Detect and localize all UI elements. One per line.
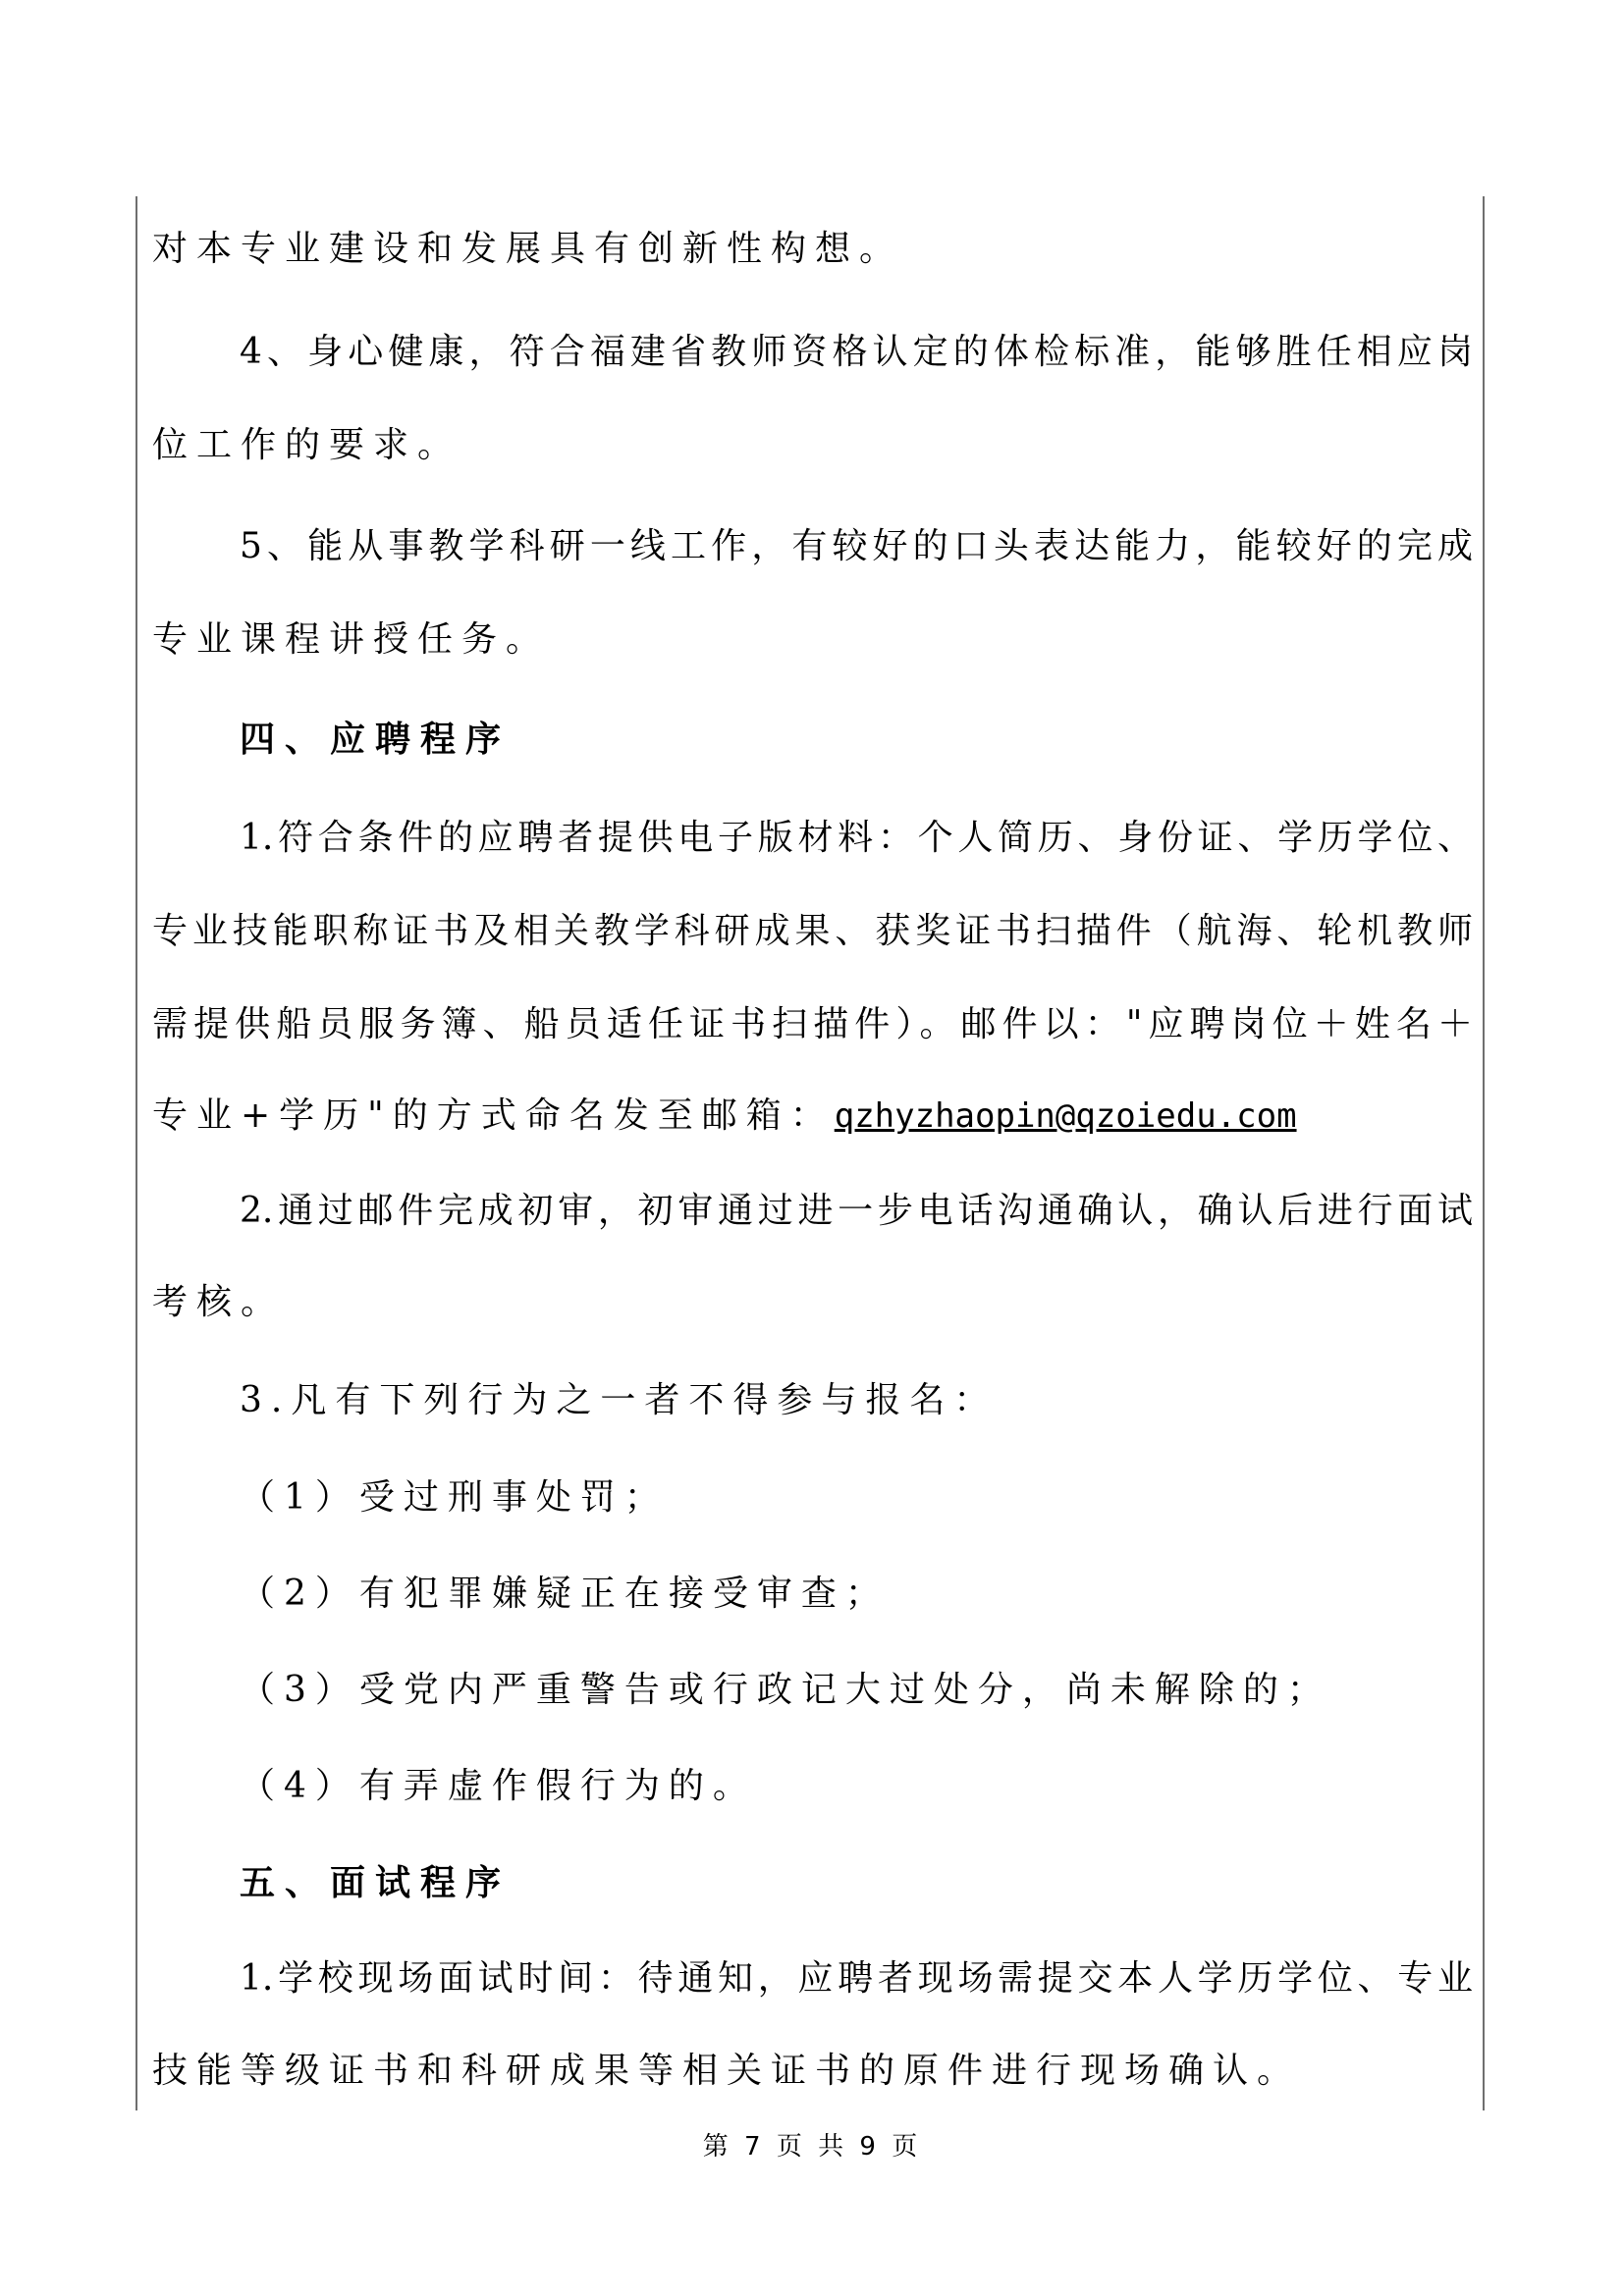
paragraph-text: 专业+学历"的方式命名发至邮箱： (152, 1095, 835, 1136)
paragraph-line: 4、身心健康，符合福建省教师资格认定的体检标准，能够胜任相应岗 (240, 332, 1473, 372)
left-margin-rule (135, 196, 137, 2110)
paragraph-line: 位工作的要求。 (152, 425, 462, 465)
section-heading: 四、应聘程序 (240, 720, 512, 760)
list-item: （2）有犯罪嫌疑正在接受审查； (240, 1574, 890, 1614)
paragraph-line: 对本专业建设和发展具有创新性构想。 (152, 229, 904, 269)
list-item: （1）受过刑事处罚； (240, 1477, 669, 1518)
paragraph-line (152, 1093, 1297, 1140)
page-number: 第 7 页 共 9 页 (702, 2132, 922, 2162)
paragraph-line: 技能等级证书和科研成果等相关证书的原件进行现场确认。 (152, 2051, 1302, 2091)
paragraph-line: 1.学校现场面试时间：待通知，应聘者现场需提交本人学历学位、专业 (240, 1958, 1473, 1999)
list-item: （3）受党内严重警告或行政记大过处分，尚未解除的； (240, 1670, 1331, 1710)
paragraph-line: 5、能从事教学科研一线工作，有较好的口头表达能力，能较好的完成 (240, 526, 1473, 566)
paragraph-line: 专业技能职称证书及相关教学科研成果、获奖证书扫描件（航海、轮机教师 (152, 911, 1473, 951)
section-heading: 五、面试程序 (240, 1863, 512, 1903)
list-item: （4）有弄虚作假行为的。 (240, 1766, 757, 1806)
paragraph-line: 考核。 (152, 1282, 286, 1322)
paragraph-line: 专业课程讲授任务。 (152, 619, 551, 660)
right-margin-rule (1483, 196, 1485, 2110)
paragraph-line: 1.符合条件的应聘者提供电子版材料：个人简历、身份证、学历学位、 (240, 818, 1473, 858)
paragraph-line: 3.凡有下列行为之一者不得参与报名： (240, 1380, 999, 1420)
paragraph-line: 2.通过邮件完成初审，初审通过进一步电话沟通确认，确认后进行面试 (240, 1191, 1473, 1231)
email-link[interactable]: qzhyzhaopin@qzoiedu.com (834, 1096, 1297, 1136)
paragraph-line: 需提供船员服务簿、船员适任证书扫描件）。邮件以："应聘岗位＋姓名＋ (152, 1004, 1473, 1044)
